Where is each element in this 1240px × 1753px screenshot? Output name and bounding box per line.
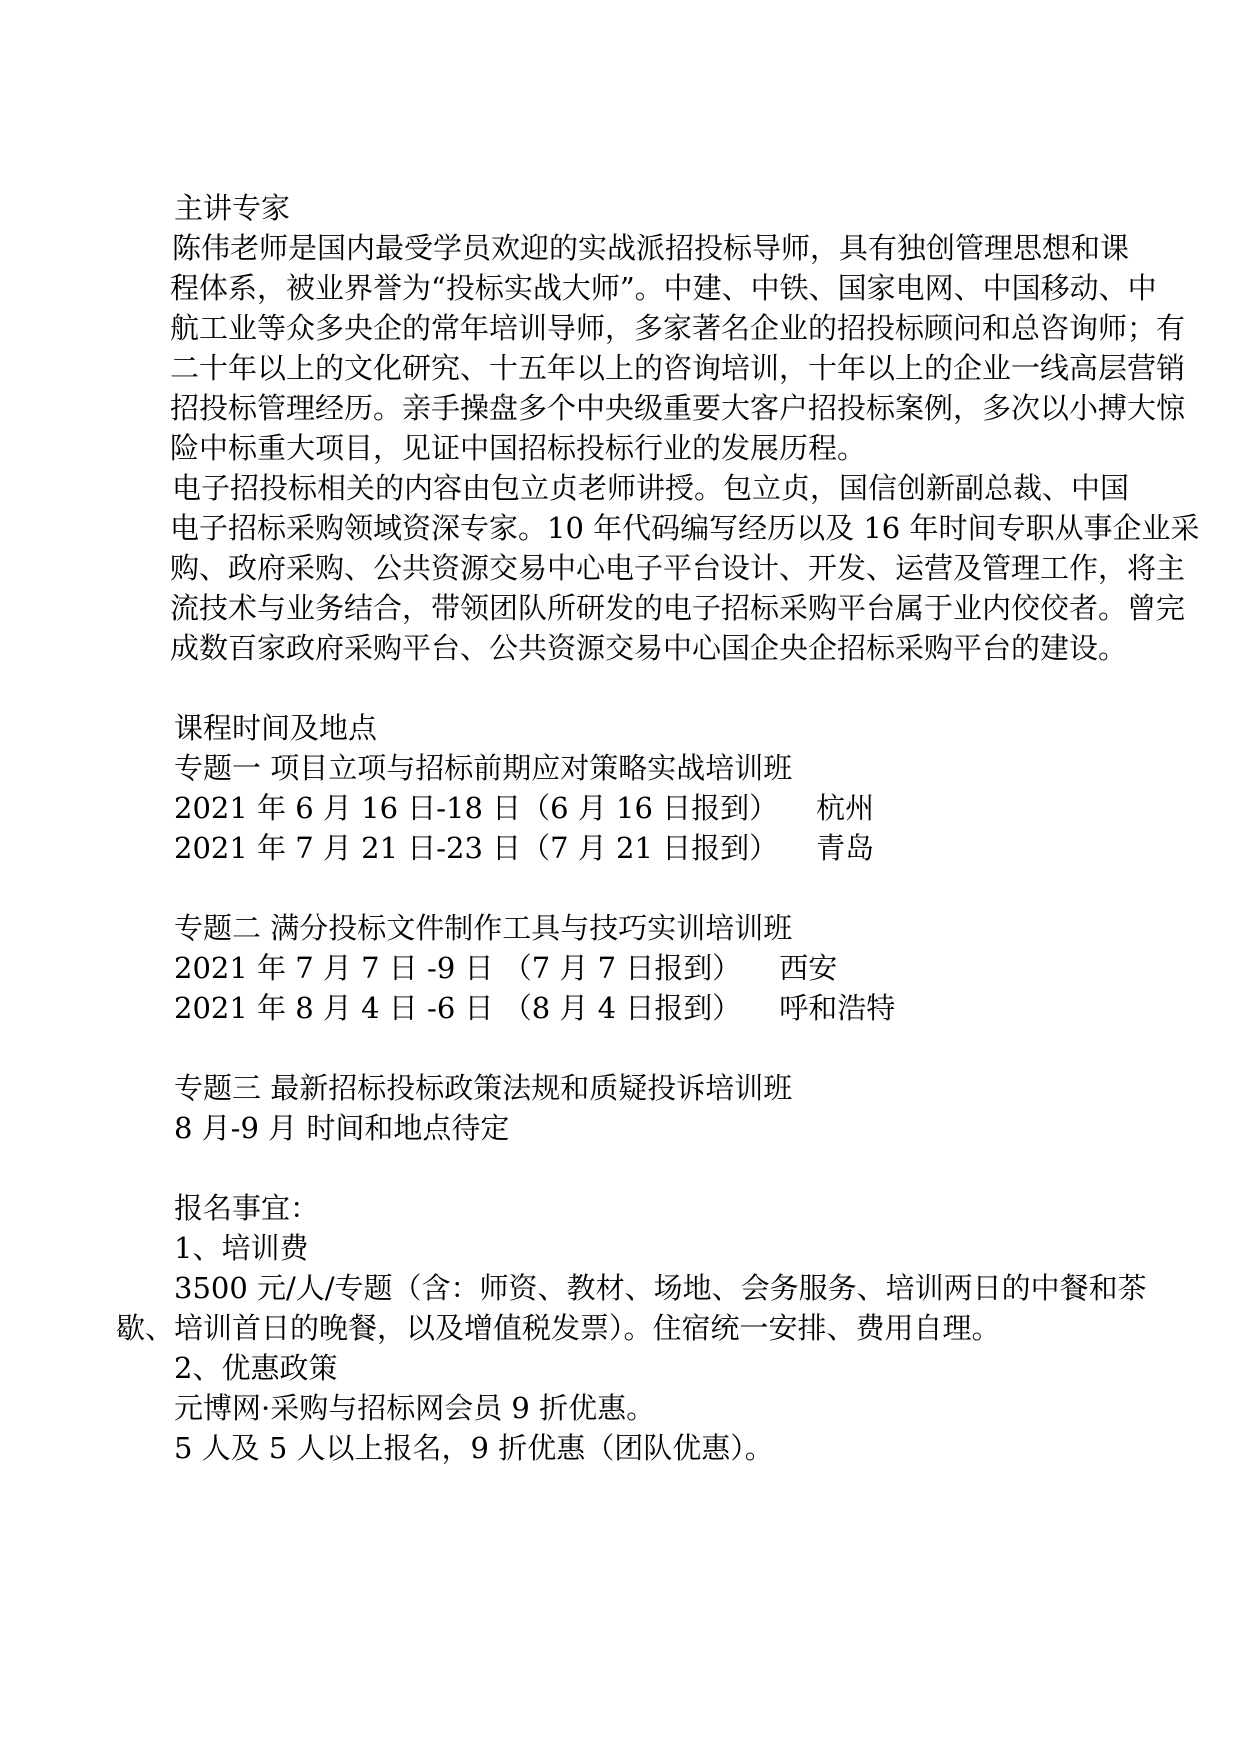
- paragraph-line: [170, 628, 1134, 668]
- paragraph-line-text: 陈伟老师是国内最受学员欢迎的实战派招投标导师，具有独创管理思想和课: [172, 231, 1130, 265]
- paragraph-line-text: 航工业等众多央企的常年培训导师，多家著名企业的招投标顾问和总咨询师；有: [170, 311, 1186, 345]
- paragraph-line: [170, 308, 1186, 348]
- session-row: [174, 788, 1134, 828]
- paragraph-line: [170, 388, 1186, 428]
- paragraph-line-text: 二十年以上的文化研究、十五年以上的咨询培训，十年以上的企业一线高层营销: [170, 351, 1186, 385]
- paragraph-line: [170, 268, 1157, 308]
- session-row: [174, 988, 1134, 1028]
- session-date: 2021 年 7 月 21 日-23 日（7 月 21 日报到）: [174, 831, 779, 865]
- paragraph-line: [170, 588, 1186, 628]
- section-heading-registration: 报名事宜：: [174, 1191, 320, 1225]
- paragraph-line: [170, 548, 1186, 588]
- paragraph-line-text: 电子招投标相关的内容由包立贞老师讲授。包立贞，国信创新副总裁、中国: [172, 471, 1130, 505]
- paragraph-line-text: 程体系，被业界誉为“投标实战大师”。中建、中铁、国家电网、中国移动、中: [170, 271, 1157, 305]
- section-heading-expert: 主讲专家: [174, 191, 291, 225]
- expert-paragraph-1: [170, 228, 1186, 468]
- paragraph-line: 3500 元/人/专题（含：师资、教材、场地、会务服务、培训两日的中餐和茶: [174, 1271, 1147, 1305]
- paragraph-line-text: 流技术与业务结合，带领团队所研发的电子招标采购平台属于业内佼佼者。曾完: [170, 591, 1186, 625]
- session-city: 杭州: [816, 791, 875, 825]
- topic-2-title: 专题二 满分投标文件制作工具与技巧实训培训班: [174, 911, 793, 945]
- paragraph-line: 5 人及 5 人以上报名，9 折优惠（团队优惠）。: [174, 1431, 774, 1465]
- paragraph-line-text: 招投标管理经历。亲手操盘多个中央级重要大客户招投标案例，多次以小搏大惊: [170, 391, 1186, 425]
- spacer: [174, 1028, 1134, 1068]
- spacer: [174, 1148, 1134, 1188]
- session-date: 2021 年 8 月 4 日 -6 日 （8 月 4 日报到）: [174, 991, 742, 1025]
- session-row: [174, 828, 1134, 868]
- fee-heading: 1、培训费: [174, 1231, 309, 1265]
- paragraph-line: 元博网·采购与招标网会员 9 折优惠。: [174, 1391, 656, 1425]
- document-page: [116, 188, 1200, 1468]
- paragraph-line-text: 成数百家政府采购平台、公共资源交易中心国企央企招标采购平台的建设。: [170, 631, 1128, 665]
- paragraph-line: [170, 508, 1200, 548]
- spacer: [174, 668, 1134, 708]
- paragraph-line: [170, 348, 1186, 388]
- session-date: 2021 年 7 月 7 日 -9 日 （7 月 7 日报到）: [174, 951, 742, 985]
- topic-1-title: 专题一 项目立项与招标前期应对策略实战培训班: [174, 751, 793, 785]
- paragraph-line-text: 险中标重大项目，见证中国招标投标行业的发展历程。: [170, 431, 867, 465]
- paragraph-line: [172, 468, 1134, 508]
- expert-paragraph-2: [170, 468, 1200, 668]
- session-date: 2021 年 6 月 16 日-18 日（6 月 16 日报到）: [174, 791, 779, 825]
- section-heading-schedule: 课程时间及地点: [174, 711, 378, 745]
- topic-3-note: 8 月-9 月 时间和地点待定: [174, 1111, 510, 1145]
- discount-heading: 2、优惠政策: [174, 1351, 338, 1385]
- session-city: 青岛: [816, 831, 875, 865]
- paragraph-line: 歇、培训首日的晚餐，以及增值税发票）。住宿统一安排、费用自理。: [116, 1311, 1001, 1345]
- paragraph-line: [172, 228, 1134, 268]
- paragraph-line: [170, 428, 1134, 468]
- topic-3-title: 专题三 最新招标投标政策法规和质疑投诉培训班: [174, 1071, 793, 1105]
- session-row: [174, 948, 1134, 988]
- paragraph-line-text: 购、政府采购、公共资源交易中心电子平台设计、开发、运营及管理工作，将主: [170, 551, 1186, 585]
- paragraph-line-text: 电子招标采购领域资深专家。10 年代码编写经历以及 16 年时间专职从事企业采: [170, 511, 1200, 545]
- session-city: 呼和浩特: [779, 991, 896, 1025]
- spacer: [174, 868, 1134, 908]
- session-city: 西安: [779, 951, 838, 985]
